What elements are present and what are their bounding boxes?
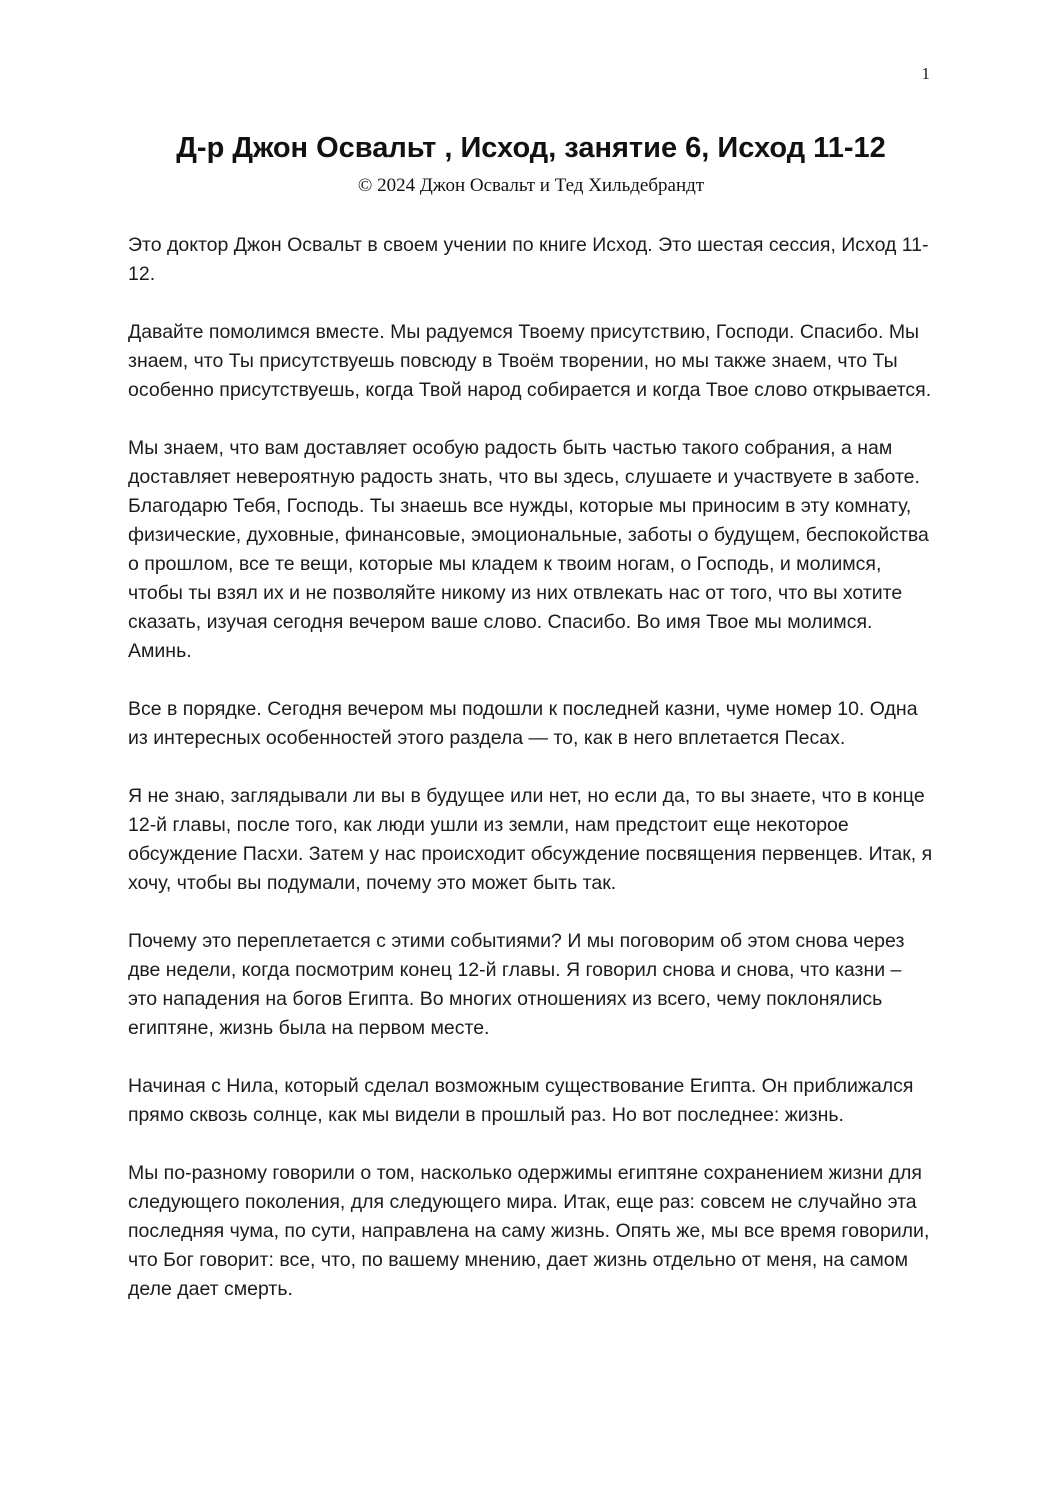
paragraph-chapter-12: Я не знаю, заглядывали ли вы в будущее или нет, но если да, то вы знаете, что в конце 12-й главы, после того, как люди ушли из земли, нам предстоит еще некоторое обсуждение Пасхи. Затем у нас происходит обсуждение посвящения первенцев. Итак, я хочу, чтобы вы подумали, почему это может быть так. <box>128 785 933 894</box>
body-text <box>128 231 934 1304</box>
paragraph-life-death: Мы по-разному говорили о том, насколько одержимы египтяне сохранением жизни для следующего поколения, для следующего мира. Итак, еще раз: совсем не случайно эта последняя чума, по сути, направлена на саму жизнь. Опять же, мы все время говорили, что Бог говорит: все, что, по вашему мнению, дает жизнь отдельно от меня, на самом деле дает смерть. <box>128 1162 930 1300</box>
document-content <box>128 132 934 1304</box>
paragraph-prayer-1: Давайте помолимся вместе. Мы радуемся Твоему присутствию, Господи. Спасибо. Мы знаем, что Ты присутствуешь повсюду в Твоём творении, но мы также знаем, что Ты особенно присутствуешь, когда Твой народ собирается и когда Твое слово открывается. <box>128 321 932 401</box>
copyright-line: © 2024 Джон Освальт и Тед Хильдебрандт <box>357 175 705 196</box>
paragraph-prayer-2: Мы знаем, что вам доставляет особую радость быть частью такого собрания, а нам доставляет невероятную радость знать, что вы здесь, слушаете и участвуете в заботе. Благодарю Тебя, Господь. Ты знаешь все нужды, которые мы приносим в эту комнату, физические, духовные, финансовые, эмоциональные, заботы о будущем, беспокойства о прошлом, все те вещи, которые мы кладем к твоим ногам, о Господь, и молимся, чтобы ты взял их и не позволяйте никому из них отвлекать нас от того, что вы хотите сказать, изучая сегодня вечером ваше слово. Спасибо. Во имя Твое мы молимся. Аминь. <box>128 437 929 662</box>
paragraph-intro: Это доктор Джон Освальт в своем учении по книге Исход. Это шестая сессия, Исход 11-12. <box>128 234 929 285</box>
paragraph-plague-10: Все в порядке. Сегодня вечером мы подошли к последней казни, чуме номер 10. Одна из интересных особенностей этого раздела — то, как в него вплетается Песах. <box>128 698 918 749</box>
paragraph-gods-egypt: Почему это переплетается с этими событиями? И мы поговорим об этом снова через две недели, когда посмотрим конец 12-й главы. Я говорил снова и снова, что казни – это нападения на богов Египта. Во многих отношениях из всего, чему поклонялись египтяне, жизнь была на первом месте. <box>128 930 905 1039</box>
paragraph-nile: Начиная с Нила, который сделал возможным существование Египта. Он приближался прямо сквозь солнце, как мы видели в прошлый раз. Но вот последнее: жизнь. <box>128 1075 914 1126</box>
document-title: Д-р Джон Освальт , Исход, занятие 6, Исход 11-12 <box>176 132 886 164</box>
page-number: 1 <box>921 64 930 83</box>
